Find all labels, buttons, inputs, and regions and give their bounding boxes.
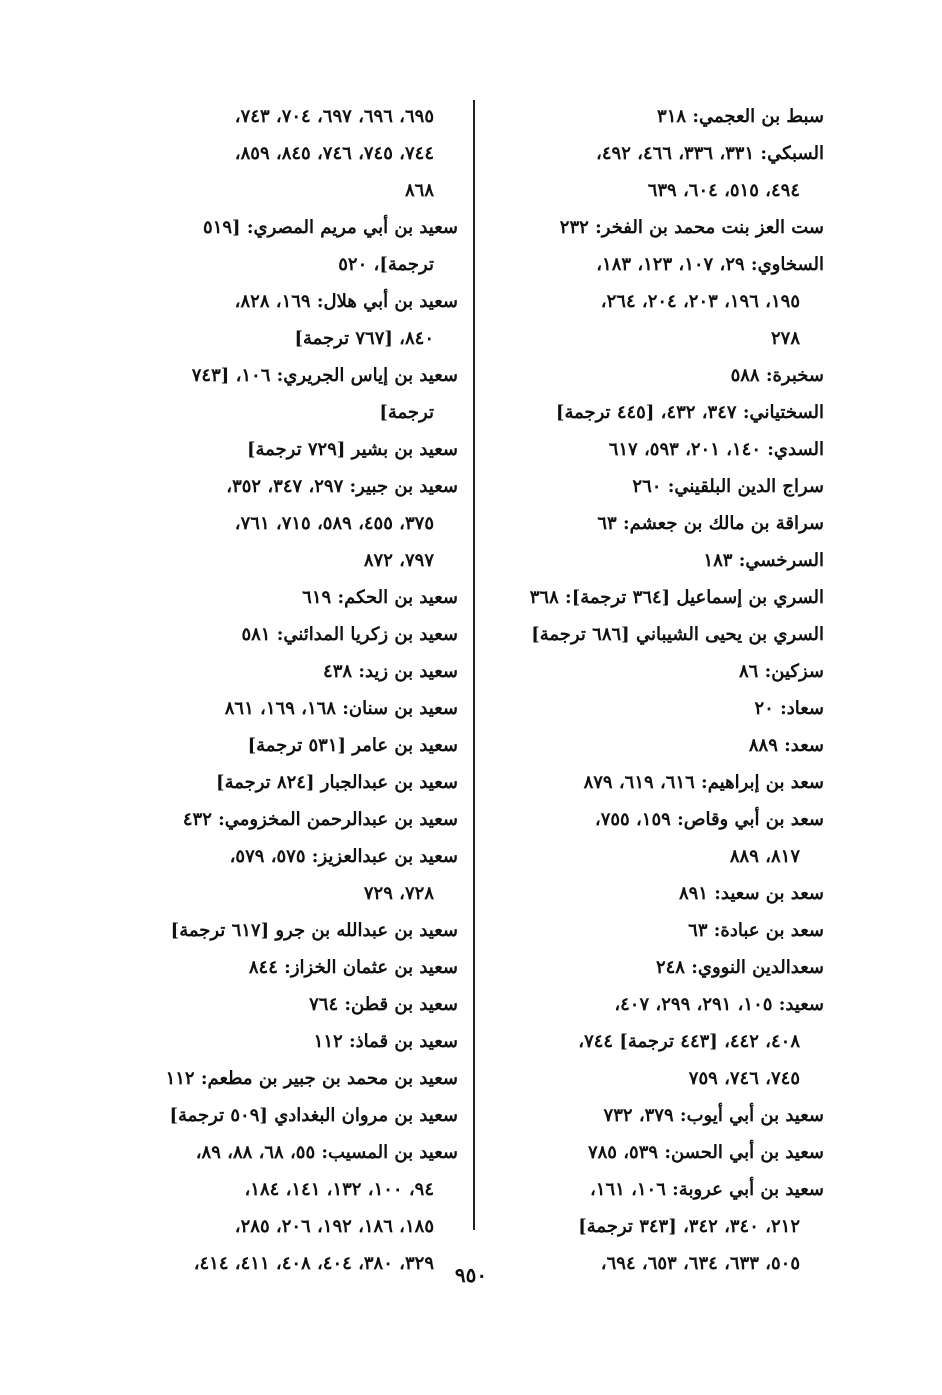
index-entry-continuation: ٢٧٨ (770, 328, 800, 349)
page-number: ٩٥٠ (454, 1263, 488, 1287)
index-entry-continuation: ١٩٥، ١٩٦، ٢٠٣، ٢٠٤، ٢٦٤، (600, 291, 800, 312)
index-entry-continuation: ترجمة] (379, 402, 434, 423)
index-entry: سعيد بن المسيب: ٥٥، ٦٨، ٨٨، ٨٩، (195, 1142, 458, 1163)
index-entry-continuation: ٨٤٠، [٧٦٧ ترجمة] (294, 328, 434, 349)
index-entry: ست العز بنت محمد بن الفخر: ٢٣٢ (559, 217, 824, 238)
index-entry-continuation: ٤٠٨، ٤٤٢، [٤٤٣ ترجمة] ٧٤٤، (578, 1031, 800, 1052)
index-entry: سعيد بن قماذ: ١١٢ (313, 1031, 458, 1052)
index-entry: السختياني: ٣٤٧، ٤٣٢، [٤٤٥ ترجمة] (555, 402, 824, 423)
index-entry-continuation: ترجمة]، ٥٢٠ (338, 254, 434, 275)
index-entry: السرخسي: ١٨٣ (703, 550, 824, 571)
index-entry: سعيد بن عبدالعزيز: ٥٧٥، ٥٧٩، (229, 846, 458, 867)
index-entry: سعيد بن مروان البغدادي [٥٠٩ ترجمة] (169, 1105, 458, 1126)
index-entry: سراج الدين البلقيني: ٢٦٠ (632, 476, 824, 497)
index-entry-continuation: ٣٢٩، ٣٨٠، ٤٠٤، ٤٠٨، ٤١١، ٤١٤، (193, 1253, 434, 1274)
index-entry: سعيد بن عثمان الخزاز: ٨٤٤ (248, 957, 458, 978)
index-entry: سعاد: ٢٠ (754, 698, 824, 719)
index-entry: السري بن إسماعيل [٣٦٤ ترجمة]: ٣٦٨ (529, 587, 824, 608)
index-entry: سعيد بن الحكم: ٦١٩ (302, 587, 458, 608)
index-entry: السري بن يحيى الشيباني [٦٨٦ ترجمة] (531, 624, 824, 645)
index-entry: سعيد بن سنان: ١٦٨، ١٦٩، ٨٦١ (224, 698, 458, 719)
index-entry-continuation: ٩٤، ١٠٠، ١٣٢، ١٤١، ١٨٤، (244, 1179, 434, 1200)
index-entry: سعيد بن عامر [٥٣١ ترجمة] (247, 735, 458, 756)
index-entry: سعيد بن قطن: ٧٦٤ (309, 994, 458, 1015)
index-entry: سعيد بن عبدالله بن جرو [٦١٧ ترجمة] (170, 920, 458, 941)
index-entry: سعيد بن جبير: ٢٩٧، ٣٤٧، ٣٥٢، (226, 476, 458, 497)
index-entry: سعيد بن زكريا المدائني: ٥٨١ (241, 624, 458, 645)
index-entry-continuation: ٨١٧، ٨٨٩ (729, 846, 800, 867)
index-entry: سبط بن العجمي: ٣١٨ (657, 106, 824, 127)
index-entry: سعد بن سعيد: ٨٩١ (678, 883, 824, 904)
right-column (492, 98, 824, 1282)
index-entry: سعد بن عبادة: ٦٣ (688, 920, 824, 941)
index-entry: سعد بن إبراهيم: ٦١٦، ٦١٩، ٨٧٩ (583, 772, 824, 793)
index-entry: سعد بن أبي وقاص: ١٥٩، ٧٥٥، (594, 809, 824, 830)
index-entry: سعيد بن بشير [٧٢٩ ترجمة] (246, 439, 458, 460)
index-entry: سعيد بن عبدالرحمن المخزومي: ٤٣٢ (182, 809, 458, 830)
index-entry-continuation: ٤٩٤، ٥١٥، ٦٠٤، ٦٣٩ (647, 180, 800, 201)
index-entry: سعيد بن أبي أيوب: ٣٧٩، ٧٣٢ (603, 1105, 824, 1126)
index-entry: سزكين: ٨٦ (739, 661, 824, 682)
index-entry-continuation: ١٨٥، ١٨٦، ١٩٢، ٢٠٦، ٢٨٥، (234, 1216, 434, 1237)
index-entry: سعيد بن محمد بن جبير بن مطعم: ١١٢ (165, 1068, 458, 1089)
index-entry-continuation: ٧٤٥، ٧٤٦، ٧٥٩ (688, 1068, 800, 1089)
index-entry: السبكي: ٣٣١، ٣٣٦، ٤٦٦، ٤٩٢، (596, 143, 824, 164)
index-entry-continuation: ٧٢٨، ٧٢٩ (363, 883, 434, 904)
index-entry: سعدالدين النووي: ٢٤٨ (655, 957, 824, 978)
index-entry: سعيد بن زيد: ٤٣٨ (323, 661, 458, 682)
index-entry: سعيد بن أبي هلال: ١٦٩، ٨٢٨، (234, 291, 458, 312)
index-entry: سخبرة: ٥٨٨ (730, 365, 824, 386)
index-entry: سعيد بن أبي مريم المصري: [٥١٩ (203, 217, 458, 238)
column-divider (473, 100, 475, 1230)
index-entry: السخاوي: ٢٩، ١٠٧، ١٢٣، ١٨٣، (596, 254, 824, 275)
index-entry: سعد: ٨٨٩ (748, 735, 824, 756)
index-entry: سعيد: ١٠٥، ٢٩١، ٢٩٩، ٤٠٧، (614, 994, 824, 1015)
index-entry: السدي: ١٤٠، ٢٠١، ٥٩٣، ٦١٧ (608, 439, 824, 460)
index-entry: سعيد بن أبي عروبة: ١٠٦، ١٦١، (589, 1179, 824, 1200)
index-entry: سراقة بن مالك بن جعشم: ٦٣ (597, 513, 824, 534)
index-entry-continuation: ٦٩٥، ٦٩٦، ٦٩٧، ٧٠٤، ٧٤٣، (234, 106, 434, 127)
index-entry-continuation: ٧٤٤، ٧٤٥، ٧٤٦، ٨٤٥، ٨٥٩، (234, 143, 434, 164)
index-entry-continuation: ٢١٢، ٣٤٠، ٣٤٢، [٣٤٣ ترجمة] (578, 1216, 800, 1237)
index-entry-continuation: ٥٠٥، ٦٣٣، ٦٣٤، ٦٥٣، ٦٩٤، (600, 1253, 800, 1274)
index-entry-continuation: ٧٩٧، ٨٧٢ (363, 550, 434, 571)
index-entry: سعيد بن عبدالجبار [٨٢٤ ترجمة] (216, 772, 458, 793)
index-entry: سعيد بن أبي الحسن: ٥٣٩، ٧٨٥ (587, 1142, 824, 1163)
index-entry-continuation: ٣٧٥، ٤٥٥، ٥٨٩، ٧١٥، ٧٦١، (234, 513, 434, 534)
index-entry-continuation: ٨٦٨ (404, 180, 434, 201)
index-entry: سعيد بن إياس الجريري: ١٠٦، [٧٤٣ (191, 365, 458, 386)
left-column (128, 98, 458, 1282)
